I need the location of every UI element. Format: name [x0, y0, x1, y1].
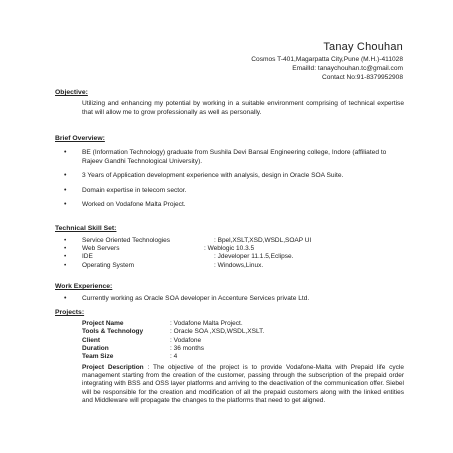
list-item-text: BE (Information Technology) graduate from Sushila Devi Bansal Engineering college, Indore (affiliated to Rajeev Gandhi Technological University). [82, 149, 387, 165]
work-experience-list [64, 295, 404, 310]
skill-value: : Weblogic 10.3.5 [204, 245, 255, 253]
bullet-icon: • [64, 186, 67, 194]
email-line: EmailId: tanaychouhan.tc@gmail.com [292, 65, 403, 72]
skill-row [64, 237, 394, 245]
list-item-text: Currently working as Oracle SOA developer in Accenture Services private Ltd. [82, 295, 310, 302]
list-item-text: Domain expertise in telecom sector. [82, 186, 187, 194]
project-row [82, 345, 382, 353]
project-details [82, 320, 382, 361]
bullet-icon: • [64, 201, 67, 209]
project-label: Duration [82, 344, 109, 352]
skill-label: Web Servers [82, 245, 120, 253]
skill-value: : Bpel,XSLT,XSD,WSDL,SOAP UI [214, 237, 312, 244]
list-item [64, 187, 404, 196]
objective-heading: Objective: [55, 89, 88, 96]
project-value: : Vodafone Malta Project. [170, 320, 243, 327]
bullet-icon: • [64, 237, 67, 244]
bullet-icon: • [64, 295, 67, 302]
list-item-text: Worked on Vodafone Malta Project. [82, 201, 186, 209]
projects-heading: Projects: [55, 309, 85, 316]
bullet-icon: • [64, 172, 67, 180]
technical-skills-list [64, 237, 394, 270]
skill-value: : Windows,Linux. [214, 261, 264, 269]
project-description [82, 364, 404, 405]
skill-row [64, 253, 394, 261]
bullet-icon: • [64, 261, 67, 269]
objective-text: Utilizing and enhancing my potential by working in a suitable environment comprising of technical expertise that will allow me to grow professionally as well as personally. [82, 100, 404, 116]
brief-overview-heading: Brief Overview: [55, 135, 105, 142]
bullet-icon: • [64, 149, 67, 156]
project-label: Project Name [82, 320, 124, 327]
skill-label: Service Oriented Technologies [82, 237, 171, 244]
address-line: Cosmos T-401,Magarpatta City,Pune (M.H.)-411028 [251, 56, 403, 63]
project-description-text: : The objective of the project is to provide Vodafone-Malta with Prepaid life cycle management starting from the creation of the customer, passing through the subscription of the prepaid order integrating with BSS and OSS layer platforms and arriving to the deactivation of the communication offer. Siebel will be responsible for the creation and modification of all the prepaid customers along with the linked entities and Middleware will propagate the changes to the platforms that need to get aligned. [82, 364, 404, 404]
technical-skills-heading: Technical Skill Set: [55, 225, 117, 232]
list-item [64, 295, 404, 304]
project-row [82, 320, 382, 328]
bullet-icon: • [64, 253, 67, 261]
project-value: : Vodafone [170, 336, 202, 344]
list-item [64, 149, 404, 166]
project-value: : Oracle SOA ,XSD,WSDL,XSLT. [170, 328, 265, 336]
skill-value: : Jdeveloper 11.1.5,Eclipse. [214, 253, 294, 261]
project-row [82, 353, 382, 361]
candidate-name: Tanay Chouhan [323, 41, 403, 53]
project-row [82, 337, 382, 345]
bullet-icon: • [64, 245, 67, 253]
list-item-text: 3 Years of Application development experience with analysis, design in Oracle SOA Suite. [82, 172, 344, 180]
project-description-label: Project Description [82, 364, 144, 371]
project-label: Tools & Technology [82, 328, 144, 336]
project-label: Client [82, 336, 101, 344]
skill-label: Operating System [82, 261, 135, 269]
project-value: : 36 months [170, 344, 204, 352]
list-item [64, 201, 404, 210]
project-row [82, 328, 382, 336]
skill-label: IDE [82, 253, 93, 261]
list-item [64, 172, 404, 181]
work-experience-heading: Work Experience: [55, 283, 113, 290]
phone-line: Contact No:91-8379952908 [321, 74, 403, 81]
project-label: Team Size [82, 353, 114, 361]
skill-row [64, 262, 394, 270]
project-value: : 4 [170, 353, 178, 361]
brief-overview-list [64, 149, 404, 216]
skill-row [64, 245, 394, 253]
